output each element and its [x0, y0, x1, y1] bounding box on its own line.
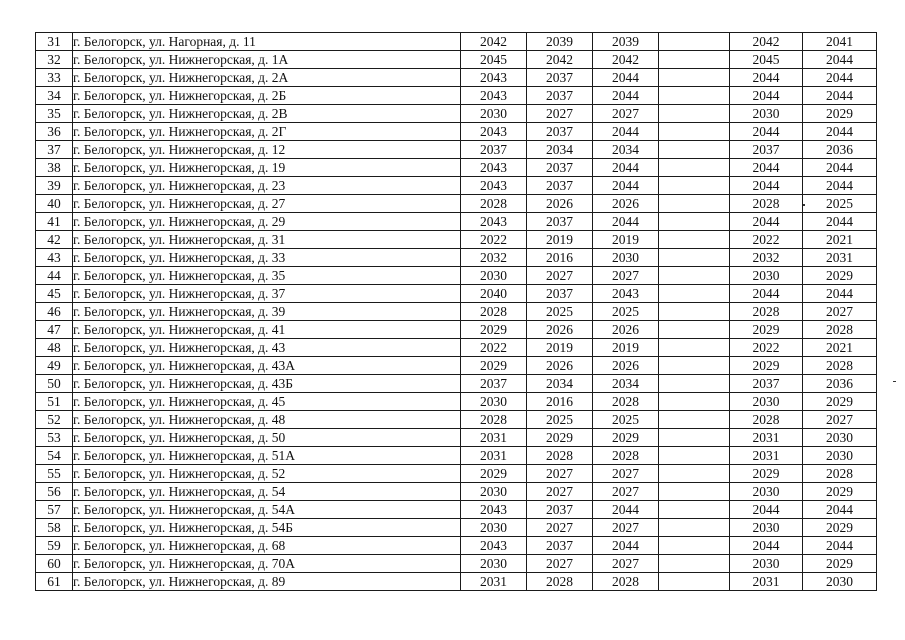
year-cell: 2040 — [461, 285, 527, 303]
address-cell: г. Белогорск, ул. Нижнегорская, д. 43Б — [73, 375, 461, 393]
year-cell — [659, 159, 730, 177]
year-cell: 2029 — [803, 483, 877, 501]
address-cell: г. Белогорск, ул. Нижнегорская, д. 1А — [73, 51, 461, 69]
row-number: 48 — [36, 339, 73, 357]
row-number: 51 — [36, 393, 73, 411]
year-cell: 2030 — [803, 447, 877, 465]
year-cell: 2044 — [730, 159, 803, 177]
year-cell: 2026 — [527, 195, 593, 213]
year-cell: 2021 — [803, 231, 877, 249]
year-cell: 2034 — [527, 375, 593, 393]
year-cell: 2029 — [803, 393, 877, 411]
table-row — [36, 141, 877, 159]
address-cell: г. Белогорск, ул. Нижнегорская, д. 52 — [73, 465, 461, 483]
table-row — [36, 429, 877, 447]
year-cell: 2029 — [593, 429, 659, 447]
table-row — [36, 519, 877, 537]
row-number: 59 — [36, 537, 73, 555]
table-row — [36, 87, 877, 105]
year-cell: 2044 — [803, 69, 877, 87]
table-row — [36, 303, 877, 321]
year-cell: 2037 — [527, 177, 593, 195]
year-cell — [659, 537, 730, 555]
scan-speck — [803, 204, 805, 206]
year-cell: 2044 — [730, 177, 803, 195]
year-cell: 2031 — [461, 429, 527, 447]
row-number: 36 — [36, 123, 73, 141]
year-cell: 2030 — [461, 483, 527, 501]
row-number: 33 — [36, 69, 73, 87]
year-cell: 2029 — [461, 465, 527, 483]
year-cell: 2022 — [730, 231, 803, 249]
year-cell: 2043 — [461, 69, 527, 87]
year-cell: 2044 — [593, 537, 659, 555]
year-cell: 2030 — [730, 393, 803, 411]
address-cell: г. Белогорск, ул. Нижнегорская, д. 23 — [73, 177, 461, 195]
year-cell: 2029 — [730, 321, 803, 339]
table-row — [36, 447, 877, 465]
year-cell: 2026 — [527, 321, 593, 339]
year-cell: 2044 — [803, 177, 877, 195]
year-cell: 2028 — [803, 321, 877, 339]
year-cell — [659, 501, 730, 519]
year-cell: 2044 — [593, 501, 659, 519]
table-row — [36, 555, 877, 573]
year-cell — [659, 231, 730, 249]
row-number: 49 — [36, 357, 73, 375]
year-cell — [659, 249, 730, 267]
year-cell: 2037 — [730, 375, 803, 393]
scan-speck — [893, 381, 896, 382]
year-cell: 2044 — [803, 87, 877, 105]
address-cell: г. Белогорск, ул. Нижнегорская, д. 54А — [73, 501, 461, 519]
address-cell: г. Белогорск, ул. Нагорная, д. 11 — [73, 33, 461, 51]
year-cell: 2025 — [803, 195, 877, 213]
year-cell: 2043 — [461, 537, 527, 555]
year-cell: 2031 — [730, 573, 803, 591]
table-row — [36, 339, 877, 357]
row-number: 45 — [36, 285, 73, 303]
row-number: 39 — [36, 177, 73, 195]
year-cell: 2036 — [803, 375, 877, 393]
year-cell: 2044 — [803, 159, 877, 177]
year-cell: 2026 — [593, 321, 659, 339]
year-cell: 2031 — [730, 447, 803, 465]
year-cell: 2028 — [461, 303, 527, 321]
year-cell: 2043 — [461, 123, 527, 141]
row-number: 56 — [36, 483, 73, 501]
row-number: 34 — [36, 87, 73, 105]
year-cell: 2037 — [527, 123, 593, 141]
year-cell: 2032 — [730, 249, 803, 267]
row-number: 54 — [36, 447, 73, 465]
year-cell: 2027 — [527, 519, 593, 537]
table-row — [36, 51, 877, 69]
table-row — [36, 501, 877, 519]
year-cell: 2034 — [593, 375, 659, 393]
address-cell: г. Белогорск, ул. Нижнегорская, д. 43А — [73, 357, 461, 375]
address-cell: г. Белогорск, ул. Нижнегорская, д. 19 — [73, 159, 461, 177]
year-cell: 2044 — [803, 537, 877, 555]
table-row — [36, 177, 877, 195]
year-cell: 2029 — [730, 465, 803, 483]
address-cell: г. Белогорск, ул. Нижнегорская, д. 33 — [73, 249, 461, 267]
year-cell — [659, 87, 730, 105]
year-cell: 2030 — [461, 519, 527, 537]
year-cell — [659, 519, 730, 537]
year-cell — [659, 429, 730, 447]
year-cell: 2043 — [461, 501, 527, 519]
year-cell: 2025 — [593, 303, 659, 321]
year-cell: 2027 — [593, 483, 659, 501]
address-cell: г. Белогорск, ул. Нижнегорская, д. 39 — [73, 303, 461, 321]
year-cell: 2029 — [461, 357, 527, 375]
table-row — [36, 267, 877, 285]
table-row — [36, 573, 877, 591]
year-cell: 2028 — [461, 411, 527, 429]
year-cell: 2044 — [730, 213, 803, 231]
year-cell — [659, 285, 730, 303]
address-cell: г. Белогорск, ул. Нижнегорская, д. 2Б — [73, 87, 461, 105]
year-cell: 2028 — [593, 447, 659, 465]
year-cell: 2037 — [527, 285, 593, 303]
year-cell: 2043 — [461, 213, 527, 231]
year-cell: 2030 — [461, 393, 527, 411]
row-number: 55 — [36, 465, 73, 483]
year-cell — [659, 141, 730, 159]
year-cell: 2022 — [730, 339, 803, 357]
table-row — [36, 105, 877, 123]
address-cell: г. Белогорск, ул. Нижнегорская, д. 50 — [73, 429, 461, 447]
year-cell — [659, 339, 730, 357]
table-row — [36, 249, 877, 267]
year-cell: 2044 — [803, 51, 877, 69]
row-number: 38 — [36, 159, 73, 177]
year-cell: 2025 — [527, 411, 593, 429]
year-cell: 2030 — [730, 555, 803, 573]
row-number: 61 — [36, 573, 73, 591]
year-cell: 2025 — [527, 303, 593, 321]
year-cell: 2028 — [730, 195, 803, 213]
year-cell: 2029 — [803, 267, 877, 285]
year-cell: 2044 — [730, 87, 803, 105]
year-cell: 2031 — [461, 573, 527, 591]
year-cell: 2031 — [803, 249, 877, 267]
year-cell: 2044 — [593, 69, 659, 87]
row-number: 60 — [36, 555, 73, 573]
year-cell: 2044 — [730, 123, 803, 141]
address-cell: г. Белогорск, ул. Нижнегорская, д. 2В — [73, 105, 461, 123]
table-row — [36, 465, 877, 483]
year-cell: 2037 — [461, 375, 527, 393]
address-cell: г. Белогорск, ул. Нижнегорская, д. 41 — [73, 321, 461, 339]
year-cell: 2044 — [593, 177, 659, 195]
year-cell — [659, 555, 730, 573]
address-cell: г. Белогорск, ул. Нижнегорская, д. 70А — [73, 555, 461, 573]
row-number: 53 — [36, 429, 73, 447]
year-cell: 2037 — [527, 213, 593, 231]
year-cell: 2021 — [803, 339, 877, 357]
year-cell — [659, 393, 730, 411]
address-cell: г. Белогорск, ул. Нижнегорская, д. 2А — [73, 69, 461, 87]
year-cell: 2030 — [730, 267, 803, 285]
year-cell: 2044 — [730, 501, 803, 519]
housing-table — [35, 32, 877, 591]
address-cell: г. Белогорск, ул. Нижнегорская, д. 54 — [73, 483, 461, 501]
address-cell: г. Белогорск, ул. Нижнегорская, д. 35 — [73, 267, 461, 285]
table-row — [36, 393, 877, 411]
year-cell: 2044 — [803, 285, 877, 303]
year-cell: 2044 — [593, 159, 659, 177]
row-number: 42 — [36, 231, 73, 249]
year-cell: 2016 — [527, 249, 593, 267]
table-row — [36, 537, 877, 555]
row-number: 52 — [36, 411, 73, 429]
year-cell: 2027 — [593, 555, 659, 573]
year-cell — [659, 411, 730, 429]
table-row — [36, 123, 877, 141]
year-cell: 2027 — [527, 267, 593, 285]
year-cell: 2029 — [730, 357, 803, 375]
year-cell: 2030 — [461, 555, 527, 573]
year-cell: 2027 — [593, 105, 659, 123]
row-number: 41 — [36, 213, 73, 231]
year-cell: 2027 — [527, 483, 593, 501]
year-cell — [659, 483, 730, 501]
row-number: 37 — [36, 141, 73, 159]
year-cell: 2028 — [730, 303, 803, 321]
table-row — [36, 411, 877, 429]
year-cell: 2044 — [593, 213, 659, 231]
year-cell: 2030 — [461, 267, 527, 285]
year-cell: 2027 — [527, 465, 593, 483]
year-cell: 2044 — [593, 123, 659, 141]
year-cell: 2022 — [461, 339, 527, 357]
address-cell: г. Белогорск, ул. Нижнегорская, д. 51А — [73, 447, 461, 465]
address-cell: г. Белогорск, ул. Нижнегорская, д. 37 — [73, 285, 461, 303]
table-row — [36, 483, 877, 501]
address-cell: г. Белогорск, ул. Нижнегорская, д. 27 — [73, 195, 461, 213]
year-cell: 2029 — [803, 555, 877, 573]
year-cell: 2028 — [593, 393, 659, 411]
address-cell: г. Белогорск, ул. Нижнегорская, д. 89 — [73, 573, 461, 591]
year-cell: 2028 — [803, 357, 877, 375]
year-cell — [659, 375, 730, 393]
year-cell: 2037 — [527, 159, 593, 177]
row-number: 47 — [36, 321, 73, 339]
table-row — [36, 195, 877, 213]
year-cell: 2030 — [461, 105, 527, 123]
year-cell: 2039 — [593, 33, 659, 51]
year-cell: 2032 — [461, 249, 527, 267]
year-cell: 2034 — [593, 141, 659, 159]
row-number: 40 — [36, 195, 73, 213]
year-cell: 2027 — [593, 267, 659, 285]
table-row — [36, 321, 877, 339]
year-cell — [659, 105, 730, 123]
row-number: 57 — [36, 501, 73, 519]
year-cell: 2030 — [803, 573, 877, 591]
year-cell: 2019 — [593, 231, 659, 249]
address-cell: г. Белогорск, ул. Нижнегорская, д. 12 — [73, 141, 461, 159]
year-cell: 2039 — [527, 33, 593, 51]
year-cell: 2019 — [527, 339, 593, 357]
year-cell: 2043 — [461, 87, 527, 105]
year-cell — [659, 267, 730, 285]
address-cell: г. Белогорск, ул. Нижнегорская, д. 48 — [73, 411, 461, 429]
year-cell — [659, 51, 730, 69]
year-cell: 2043 — [593, 285, 659, 303]
address-cell: г. Белогорск, ул. Нижнегорская, д. 68 — [73, 537, 461, 555]
year-cell: 2028 — [803, 465, 877, 483]
address-cell: г. Белогорск, ул. Нижнегорская, д. 2Г — [73, 123, 461, 141]
year-cell — [659, 303, 730, 321]
year-cell: 2034 — [527, 141, 593, 159]
year-cell: 2031 — [730, 429, 803, 447]
year-cell — [659, 321, 730, 339]
year-cell: 2026 — [593, 357, 659, 375]
year-cell: 2044 — [803, 123, 877, 141]
year-cell: 2042 — [461, 33, 527, 51]
year-cell: 2030 — [593, 249, 659, 267]
row-number: 58 — [36, 519, 73, 537]
year-cell: 2027 — [527, 555, 593, 573]
address-cell: г. Белогорск, ул. Нижнегорская, д. 29 — [73, 213, 461, 231]
table-row — [36, 69, 877, 87]
year-cell: 2042 — [593, 51, 659, 69]
year-cell: 2026 — [527, 357, 593, 375]
year-cell: 2030 — [730, 105, 803, 123]
year-cell: 2037 — [527, 87, 593, 105]
year-cell: 2042 — [730, 33, 803, 51]
year-cell: 2028 — [527, 447, 593, 465]
table-row — [36, 213, 877, 231]
year-cell: 2022 — [461, 231, 527, 249]
year-cell: 2044 — [803, 501, 877, 519]
year-cell: 2044 — [730, 285, 803, 303]
year-cell — [659, 69, 730, 87]
year-cell — [659, 465, 730, 483]
year-cell — [659, 33, 730, 51]
year-cell: 2037 — [527, 69, 593, 87]
year-cell: 2028 — [461, 195, 527, 213]
year-cell: 2027 — [593, 465, 659, 483]
year-cell: 2027 — [593, 519, 659, 537]
year-cell: 2025 — [593, 411, 659, 429]
year-cell: 2043 — [461, 159, 527, 177]
table-row — [36, 375, 877, 393]
row-number: 43 — [36, 249, 73, 267]
year-cell: 2027 — [803, 303, 877, 321]
table-row — [36, 231, 877, 249]
year-cell: 2042 — [527, 51, 593, 69]
row-number: 50 — [36, 375, 73, 393]
year-cell: 2029 — [803, 519, 877, 537]
year-cell: 2019 — [593, 339, 659, 357]
row-number: 31 — [36, 33, 73, 51]
year-cell: 2037 — [527, 537, 593, 555]
year-cell: 2036 — [803, 141, 877, 159]
year-cell — [659, 177, 730, 195]
year-cell: 2019 — [527, 231, 593, 249]
year-cell — [659, 447, 730, 465]
year-cell: 2037 — [527, 501, 593, 519]
year-cell: 2043 — [461, 177, 527, 195]
year-cell: 2045 — [730, 51, 803, 69]
year-cell: 2044 — [593, 87, 659, 105]
row-number: 44 — [36, 267, 73, 285]
year-cell: 2027 — [803, 411, 877, 429]
year-cell — [659, 123, 730, 141]
year-cell: 2044 — [803, 213, 877, 231]
year-cell: 2041 — [803, 33, 877, 51]
year-cell: 2029 — [803, 105, 877, 123]
year-cell: 2037 — [461, 141, 527, 159]
row-number: 35 — [36, 105, 73, 123]
year-cell — [659, 357, 730, 375]
year-cell: 2028 — [527, 573, 593, 591]
row-number: 46 — [36, 303, 73, 321]
year-cell: 2030 — [803, 429, 877, 447]
table-row — [36, 159, 877, 177]
year-cell: 2031 — [461, 447, 527, 465]
year-cell: 2029 — [527, 429, 593, 447]
year-cell: 2045 — [461, 51, 527, 69]
year-cell: 2026 — [593, 195, 659, 213]
year-cell: 2027 — [527, 105, 593, 123]
year-cell: 2044 — [730, 537, 803, 555]
table-body — [36, 33, 877, 591]
year-cell: 2029 — [461, 321, 527, 339]
year-cell: 2028 — [593, 573, 659, 591]
address-cell: г. Белогорск, ул. Нижнегорская, д. 31 — [73, 231, 461, 249]
year-cell: 2044 — [730, 69, 803, 87]
year-cell: 2016 — [527, 393, 593, 411]
table-row — [36, 285, 877, 303]
row-number: 32 — [36, 51, 73, 69]
address-cell: г. Белогорск, ул. Нижнегорская, д. 43 — [73, 339, 461, 357]
table-row — [36, 33, 877, 51]
year-cell — [659, 195, 730, 213]
year-cell: 2030 — [730, 483, 803, 501]
table-row — [36, 357, 877, 375]
year-cell: 2037 — [730, 141, 803, 159]
year-cell: 2028 — [730, 411, 803, 429]
year-cell: 2030 — [730, 519, 803, 537]
address-cell: г. Белогорск, ул. Нижнегорская, д. 45 — [73, 393, 461, 411]
address-cell: г. Белогорск, ул. Нижнегорская, д. 54Б — [73, 519, 461, 537]
year-cell — [659, 213, 730, 231]
year-cell — [659, 573, 730, 591]
